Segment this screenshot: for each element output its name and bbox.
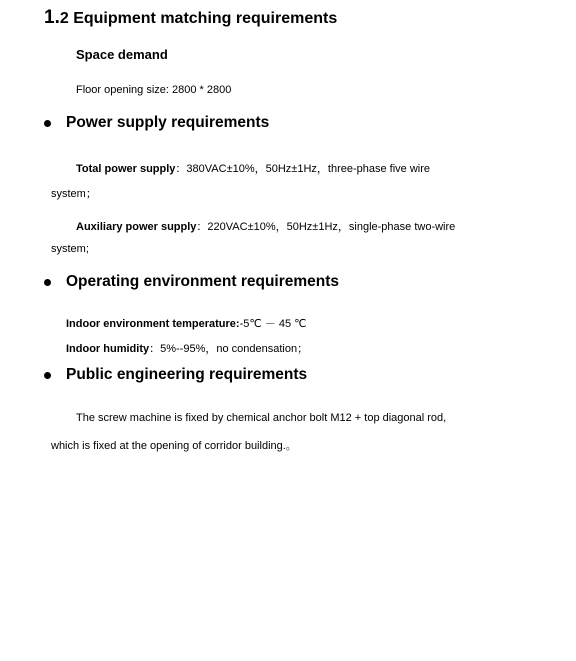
temperature-line (66, 315, 306, 331)
aux-power-continuation: system; (51, 243, 89, 255)
section-title: Equipment matching requirements (68, 10, 338, 27)
operating-environment-heading (44, 273, 339, 291)
aux-power-value: ：220VAC±10%，50Hz±1Hz，single-phase two-wire (196, 221, 456, 233)
bullet-icon (44, 120, 51, 127)
section-number-minor: 2 (59, 10, 69, 27)
humidity-line (66, 340, 308, 356)
power-supply-heading-text: Power supply requirements (66, 114, 270, 131)
public-engineering-heading (44, 366, 307, 384)
section-number-major: 1. (44, 7, 60, 28)
floor-opening-text: Floor opening size: 2800 * 2800 (76, 84, 232, 96)
section-heading (44, 7, 337, 29)
aux-power-label: Auxiliary power supply (76, 221, 197, 233)
bullet-icon (44, 279, 51, 286)
engineering-line-1: The screw machine is fixed by chemical anchor bolt M12 + top diagonal rod, (76, 412, 447, 424)
total-power-continuation: system； (51, 188, 97, 200)
temperature-label: Indoor environment temperature: (66, 318, 240, 330)
bullet-icon (44, 372, 51, 379)
public-engineering-heading-text: Public engineering requirements (66, 366, 308, 383)
humidity-value: ：5%--95%，no condensation； (149, 343, 309, 355)
humidity-label: Indoor humidity (66, 343, 150, 355)
total-power-line (76, 160, 430, 176)
temperature-value: -5℃ － 45 ℃ (239, 318, 307, 330)
space-demand-heading: Space demand (76, 47, 168, 62)
operating-environment-heading-text: Operating environment requirements (66, 273, 340, 290)
aux-power-line (76, 218, 455, 234)
power-supply-heading (44, 114, 269, 132)
total-power-value: ：380VAC±10%，50Hz±1Hz，three-phase five wire (175, 163, 431, 175)
total-power-label: Total power supply (76, 163, 176, 175)
engineering-line-2: which is fixed at the opening of corridor building.。 (51, 440, 297, 452)
